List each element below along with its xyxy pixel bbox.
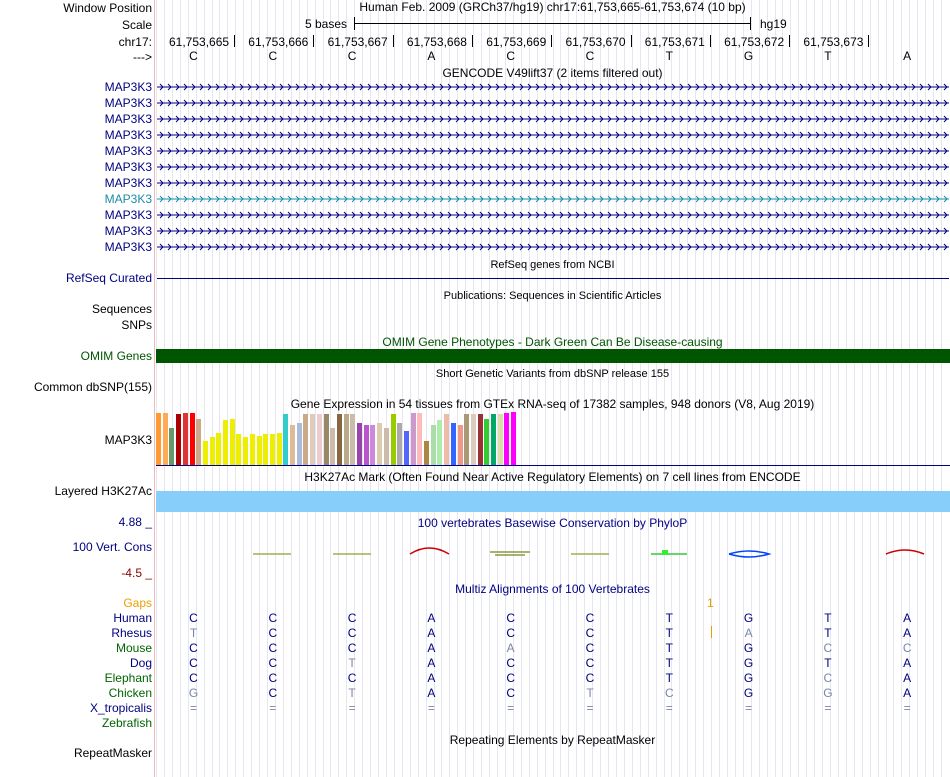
aligned-base: T	[189, 626, 198, 640]
gtex-tissue-bar[interactable]	[310, 414, 315, 465]
aligned-base: T	[665, 626, 673, 640]
coordinate-tick	[868, 35, 869, 47]
aligned-base: C	[189, 641, 198, 655]
aligned-base: =	[586, 701, 594, 715]
aligned-base: =	[427, 701, 435, 715]
gtex-tissue-bar[interactable]	[437, 420, 442, 465]
dbsnp-track-label[interactable]: Common dbSNP(155)	[33, 380, 152, 394]
gencode-gene-line[interactable]	[157, 96, 949, 110]
gtex-tissue-bar[interactable]	[391, 414, 396, 465]
aligned-base: T	[586, 686, 594, 700]
phylop-signal[interactable]	[155, 540, 950, 566]
gencode-gene-label[interactable]: MAP3K3	[104, 112, 152, 126]
aligned-base: A	[903, 626, 912, 640]
gtex-tissue-bar[interactable]	[337, 414, 342, 465]
gtex-tissue-bar[interactable]	[163, 413, 168, 465]
aligned-base: C	[585, 656, 595, 670]
aligned-base: A	[427, 626, 436, 640]
multiz-track-title: Multiz Alignments of 100 Vertebrates	[455, 582, 650, 596]
gtex-tissue-bar[interactable]	[417, 413, 422, 465]
gtex-tissue-bar[interactable]	[357, 423, 362, 465]
refseq-gene-line[interactable]	[157, 278, 949, 279]
aligned-base: T	[348, 686, 356, 700]
gtex-tissue-bar[interactable]	[484, 419, 489, 465]
aligned-base: G	[188, 686, 199, 700]
aligned-base: C	[902, 641, 912, 655]
gtex-tissue-bar[interactable]	[458, 425, 463, 465]
aligned-base: A	[744, 626, 753, 640]
assembly-position-title: Human Feb. 2009 (GRCh37/hg19) chr17:61,753,665-61,753,674 (10 bp)	[359, 0, 746, 14]
gtex-tissue-bar[interactable]	[377, 423, 382, 465]
aligned-base: A	[903, 656, 912, 670]
base-letter: C	[506, 49, 516, 63]
gtex-tissue-bar[interactable]	[230, 419, 235, 465]
coordinate-label: 61,753,667	[327, 35, 388, 49]
gencode-gene-label[interactable]: MAP3K3	[104, 240, 152, 254]
h3k27ac-track-title: H3K27Ac Mark (Often Found Near Active Regulatory Elements) on 7 cell lines from ENCODE	[304, 470, 801, 484]
aligned-base: C	[268, 611, 278, 625]
window-position-label: Window Position	[63, 1, 152, 15]
gtex-tissue-bar[interactable]	[464, 414, 469, 465]
gtex-tissue-bar[interactable]	[263, 434, 268, 465]
coordinate-label: 61,753,672	[724, 35, 785, 49]
omim-track-title: OMIM Gene Phenotypes - Dark Green Can Be Disease-causing	[382, 335, 723, 349]
aligned-base: A	[506, 641, 515, 655]
refseq-track-title: RefSeq genes from NCBI	[490, 259, 615, 271]
gaps-marker: 1	[707, 596, 714, 610]
phylop-max-label: 4.88 _	[118, 515, 152, 529]
phylop-track-label[interactable]: 100 Vert. Cons	[72, 540, 152, 554]
coordinate-label: 61,753,665	[169, 35, 230, 49]
gtex-tissue-bar[interactable]	[297, 423, 302, 465]
gtex-tissue-bar[interactable]	[384, 428, 389, 465]
gtex-tissue-bar[interactable]	[250, 434, 255, 465]
aligned-base: A	[903, 611, 912, 625]
gtex-tissue-bar[interactable]	[397, 423, 402, 465]
scale-label: Scale	[121, 18, 152, 32]
base-letter: C	[268, 49, 278, 63]
gencode-gene-line[interactable]	[157, 224, 949, 238]
species-label[interactable]: Chicken	[108, 686, 152, 700]
species-label[interactable]: Mouse	[115, 641, 152, 655]
gtex-track-label[interactable]: MAP3K3	[104, 433, 152, 447]
coordinate-label: 61,753,668	[406, 35, 467, 49]
aligned-base: T	[824, 611, 832, 625]
aligned-base: C	[585, 626, 595, 640]
aligned-base: C	[189, 611, 198, 625]
aligned-base: C	[506, 671, 516, 685]
coordinate-tick	[313, 35, 314, 47]
gtex-tissue-bar[interactable]	[424, 441, 429, 465]
gtex-tissue-bar[interactable]	[303, 414, 308, 465]
gtex-tissue-bar[interactable]	[169, 428, 174, 465]
gtex-tissue-bar[interactable]	[411, 413, 416, 465]
aligned-base: =	[665, 701, 673, 715]
species-label[interactable]: Elephant	[104, 671, 152, 685]
gaps-label: Gaps	[123, 596, 152, 610]
aligned-base: C	[268, 656, 278, 670]
aligned-base: C	[506, 626, 516, 640]
coordinate-label: 61,753,666	[248, 35, 309, 49]
gtex-tissue-bar[interactable]	[290, 425, 295, 465]
gtex-tissue-bar[interactable]	[277, 433, 282, 465]
scale-assembly-label: hg19	[760, 17, 787, 31]
gtex-tissue-bar[interactable]	[190, 413, 195, 465]
gtex-tissue-bar[interactable]	[364, 425, 369, 465]
publications-track-title: Publications: Sequences in Scientific Articles	[443, 290, 662, 302]
aligned-base: =	[824, 701, 832, 715]
omim-track-label[interactable]: OMIM Genes	[80, 349, 152, 363]
aligned-base: G	[743, 671, 754, 685]
coordinate-label: 61,753,669	[486, 35, 547, 49]
gtex-tissue-bar[interactable]	[404, 431, 409, 465]
aligned-base: A	[903, 686, 912, 700]
aligned-base: T	[665, 641, 673, 655]
aligned-base: G	[743, 641, 754, 655]
aligned-base: C	[664, 686, 674, 700]
gencode-gene-label[interactable]: MAP3K3	[104, 192, 152, 206]
gtex-tissue-bar[interactable]	[330, 428, 335, 465]
gencode-gene-line[interactable]	[157, 192, 949, 206]
aligned-base: A	[427, 641, 436, 655]
gtex-tissue-bar[interactable]	[370, 425, 375, 465]
coordinate-tick	[789, 35, 790, 47]
publications-track-label[interactable]: Sequences	[91, 302, 152, 316]
gtex-bar-chart[interactable]	[156, 412, 950, 465]
gencode-gene-line[interactable]	[157, 112, 949, 126]
gencode-gene-label[interactable]: MAP3K3	[104, 176, 152, 190]
aligned-base: C	[585, 641, 595, 655]
aligned-base: T	[665, 671, 673, 685]
aligned-base: T	[665, 611, 673, 625]
rhesus-gap-marker	[711, 626, 712, 638]
gtex-tissue-bar[interactable]	[216, 433, 221, 465]
aligned-base: G	[823, 686, 833, 700]
aligned-base: G	[743, 656, 754, 670]
gencode-gene-line[interactable]	[157, 160, 949, 174]
gtex-tissue-bar[interactable]	[183, 413, 188, 465]
aligned-base: =	[507, 701, 515, 715]
gencode-gene-label[interactable]: MAP3K3	[104, 96, 152, 110]
coordinate-tick	[551, 35, 552, 47]
coordinate-tick	[234, 35, 235, 47]
h3k27ac-signal[interactable]	[156, 491, 950, 512]
repeatmasker-track-title: Repeating Elements by RepeatMasker	[449, 733, 656, 747]
gtex-tissue-bar[interactable]	[451, 423, 456, 465]
gtex-tissue-bar[interactable]	[511, 412, 516, 465]
base-letter: C	[347, 49, 357, 63]
aligned-base: C	[585, 611, 595, 625]
coordinate-label: 61,753,673	[803, 35, 864, 49]
gencode-gene-label[interactable]: MAP3K3	[104, 224, 152, 238]
aligned-base: C	[268, 671, 278, 685]
gtex-tissue-bar[interactable]	[210, 437, 215, 465]
aligned-base: C	[268, 626, 278, 640]
aligned-base: =	[745, 701, 753, 715]
gencode-gene-line[interactable]	[157, 208, 949, 222]
gtex-tissue-bar[interactable]	[196, 419, 201, 465]
repeatmasker-track-label[interactable]: RepeatMasker	[73, 746, 152, 760]
aligned-base: C	[585, 671, 595, 685]
gtex-tissue-bar[interactable]	[283, 414, 288, 465]
gtex-tissue-bar[interactable]	[350, 414, 355, 465]
aligned-base: A	[427, 686, 436, 700]
aligned-base: C	[506, 686, 516, 700]
aligned-base: G	[743, 686, 754, 700]
scale-bar-left-tick	[354, 17, 355, 30]
aligned-base: =	[189, 701, 197, 715]
aligned-base: C	[823, 641, 833, 655]
gtex-tissue-bar[interactable]	[471, 414, 476, 465]
base-letter: T	[824, 49, 832, 63]
phylop-track-title: 100 vertebrates Basewise Conservation by PhyloP	[417, 516, 688, 530]
base-letter: A	[903, 49, 912, 63]
base-letter: A	[427, 49, 436, 63]
coordinate-tick	[472, 35, 473, 47]
gencode-gene-label[interactable]: MAP3K3	[104, 128, 152, 142]
aligned-base: T	[348, 656, 356, 670]
coordinate-tick	[710, 35, 711, 47]
h3k27ac-track-label[interactable]: Layered H3K27Ac	[54, 484, 152, 498]
scale-bar	[354, 23, 750, 24]
gencode-gene-line[interactable]	[157, 240, 949, 254]
species-label[interactable]: Human	[113, 611, 152, 625]
publications-track-label-snps[interactable]: SNPs	[121, 318, 152, 332]
gtex-tissue-bar[interactable]	[270, 434, 275, 465]
gencode-gene-label[interactable]: MAP3K3	[104, 144, 152, 158]
gtex-tissue-bar[interactable]	[317, 414, 322, 465]
species-label[interactable]: Rhesus	[111, 626, 152, 640]
aligned-base: C	[347, 671, 357, 685]
phylop-marks	[253, 548, 924, 557]
gencode-gene-line[interactable]	[157, 176, 949, 190]
gencode-gene-line[interactable]	[157, 80, 949, 94]
aligned-base: T	[824, 626, 832, 640]
gencode-gene-label[interactable]: MAP3K3	[104, 80, 152, 94]
species-label[interactable]: Dog	[129, 656, 152, 670]
aligned-base: A	[427, 671, 436, 685]
aligned-base: =	[269, 701, 277, 715]
gtex-tissue-bar[interactable]	[176, 414, 181, 465]
coordinate-tick	[393, 35, 394, 47]
gencode-gene-line[interactable]	[157, 144, 949, 158]
gencode-gene-line[interactable]	[157, 128, 949, 142]
base-letter: C	[585, 49, 595, 63]
aligned-base: G	[743, 611, 754, 625]
omim-gene-bar[interactable]	[156, 349, 950, 363]
gtex-track-title: Gene Expression in 54 tissues from GTEx RNA-seq of 17382 samples, 948 donors (V8, Aug 2019)	[290, 397, 815, 411]
gencode-track-title: GENCODE V49lift37 (2 items filtered out)	[442, 66, 663, 80]
phylop-min-label: -4.5 _	[121, 566, 152, 580]
species-label[interactable]: Zebrafish	[101, 716, 152, 730]
chrom-label: chr17:	[118, 35, 152, 49]
species-label[interactable]: X_tropicalis	[89, 701, 152, 715]
gtex-tissue-bar[interactable]	[223, 420, 228, 465]
aligned-base: A	[427, 656, 436, 670]
aligned-base: C	[506, 656, 516, 670]
aligned-base: C	[506, 611, 516, 625]
aligned-base: A	[903, 671, 912, 685]
gtex-tissue-bar[interactable]	[504, 413, 509, 465]
base-letter: C	[189, 49, 198, 63]
aligned-base: A	[427, 611, 436, 625]
gtex-tissue-bar[interactable]	[156, 413, 161, 465]
dbsnp-track-title: Short Genetic Variants from dbSNP release 155	[435, 368, 670, 380]
aligned-base: C	[268, 641, 278, 655]
gencode-gene-label[interactable]: MAP3K3	[104, 208, 152, 222]
gtex-baseline	[156, 465, 950, 466]
coordinate-tick	[631, 35, 632, 47]
gtex-tissue-bar[interactable]	[344, 414, 349, 465]
aligned-base: T	[665, 656, 673, 670]
base-letter: T	[665, 49, 673, 63]
aligned-base: C	[189, 671, 198, 685]
gtex-tissue-bar[interactable]	[257, 436, 262, 465]
base-letter: G	[743, 49, 754, 63]
scale-bar-text: 5 bases	[305, 17, 348, 31]
gtex-tissue-bar[interactable]	[498, 414, 503, 465]
refseq-track-label[interactable]: RefSeq Curated	[65, 271, 152, 285]
track-image-area[interactable]	[155, 0, 950, 777]
gtex-tissue-bar[interactable]	[236, 434, 241, 465]
strand-label: --->	[133, 50, 152, 64]
aligned-base: C	[347, 611, 357, 625]
aligned-base: C	[347, 641, 357, 655]
aligned-base: C	[189, 656, 198, 670]
track-label-panel	[0, 0, 154, 777]
gtex-tissue-bar[interactable]	[203, 441, 208, 465]
coordinate-label: 61,753,670	[565, 35, 626, 49]
gtex-tissue-bar[interactable]	[324, 414, 329, 465]
aligned-base: C	[268, 686, 278, 700]
aligned-base: =	[348, 701, 356, 715]
aligned-base: T	[824, 656, 832, 670]
gtex-tissue-bar[interactable]	[444, 414, 449, 465]
gtex-tissue-bar[interactable]	[478, 414, 483, 465]
aligned-base: C	[347, 626, 357, 640]
gtex-tissue-bar[interactable]	[431, 425, 436, 465]
gtex-tissue-bar[interactable]	[243, 437, 248, 465]
aligned-base: =	[903, 701, 911, 715]
gencode-gene-label[interactable]: MAP3K3	[104, 160, 152, 174]
gtex-tissue-bar[interactable]	[491, 414, 496, 465]
scale-bar-right-tick	[750, 17, 751, 30]
aligned-base: C	[823, 671, 833, 685]
coordinate-label: 61,753,671	[644, 35, 705, 49]
